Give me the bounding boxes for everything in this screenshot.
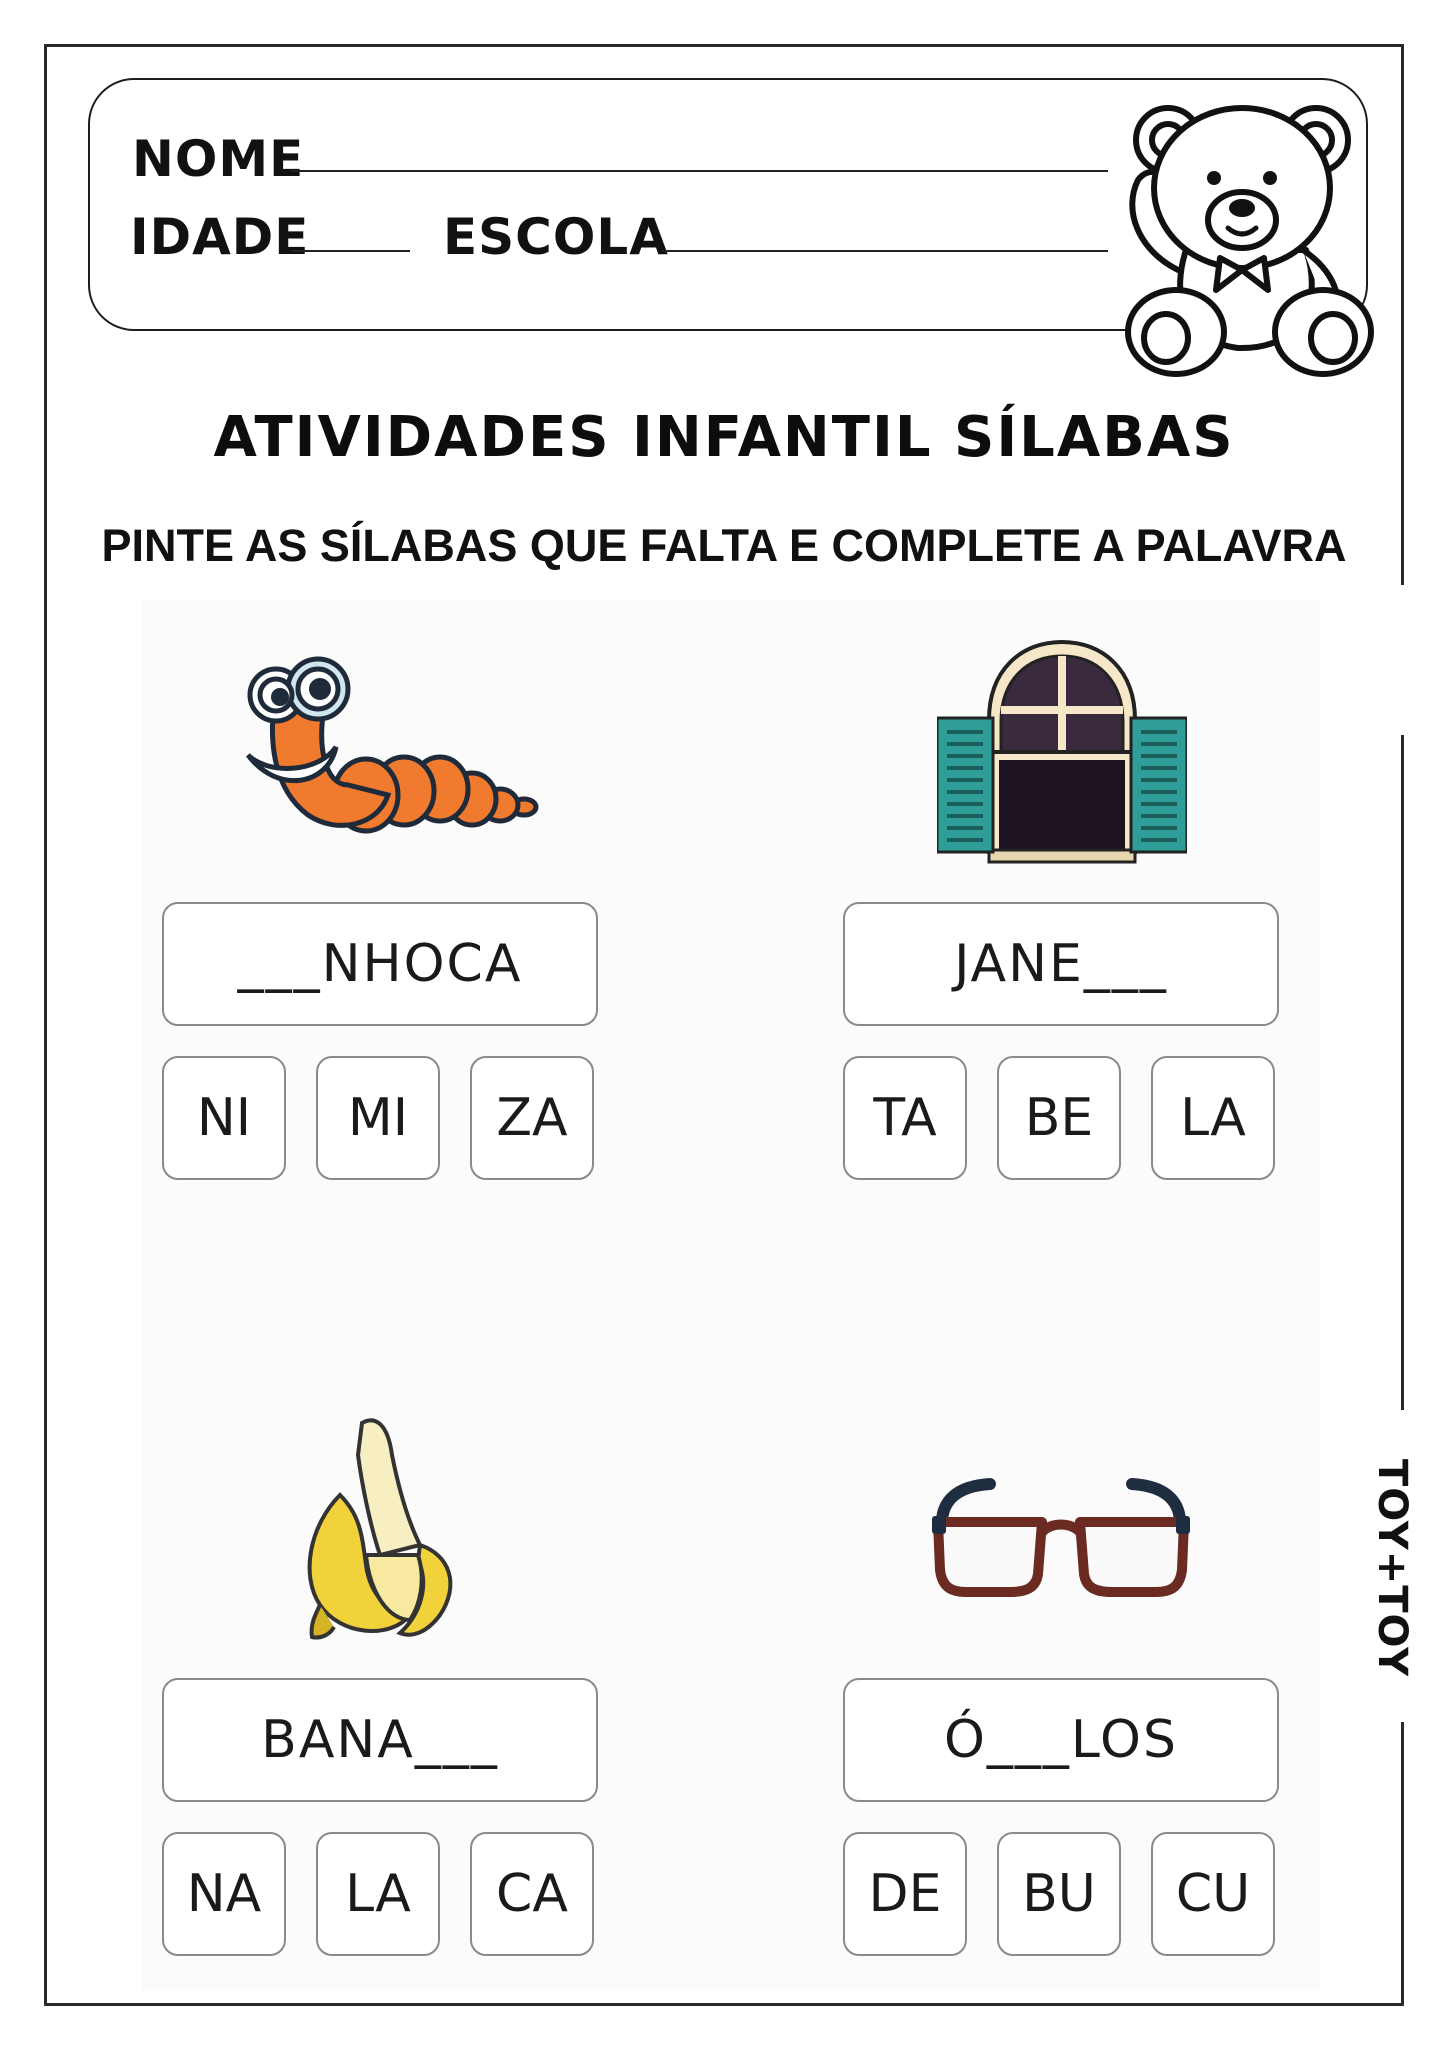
syllable-option-2-2[interactable]: BE <box>997 1056 1121 1180</box>
frame-gap <box>1398 585 1410 735</box>
brand-mark <box>1369 1438 1416 1698</box>
word-box-4[interactable]: Ó___LOS <box>843 1678 1279 1802</box>
age-line[interactable] <box>292 250 410 252</box>
word-box-3[interactable]: BANA___ <box>162 1678 598 1802</box>
syllable-option-4-1[interactable]: DE <box>843 1832 967 1956</box>
school-line[interactable] <box>662 250 1108 252</box>
name-label: NOME <box>132 130 305 188</box>
word-box-2[interactable]: JANE___ <box>843 902 1279 1026</box>
syllable-option-2-3[interactable]: LA <box>1151 1056 1275 1180</box>
syllable-option-3-2[interactable]: LA <box>316 1832 440 1956</box>
brand-text: TOY+TOY <box>1369 1458 1416 1678</box>
syllable-option-4-2[interactable]: BU <box>997 1832 1121 1956</box>
syllable-option-3-1[interactable]: NA <box>162 1832 286 1956</box>
teddy-bear-icon <box>1118 100 1380 382</box>
syllable-option-3-3[interactable]: CA <box>470 1832 594 1956</box>
syllable-option-2-1[interactable]: TA <box>843 1056 967 1180</box>
syllable-option-4-3[interactable]: CU <box>1151 1832 1275 1956</box>
window-illustration-icon <box>937 640 1187 866</box>
banana-illustration-icon <box>300 1415 460 1645</box>
glasses-illustration-icon <box>930 1470 1192 1600</box>
syllable-option-1-1[interactable]: NI <box>162 1056 286 1180</box>
name-line[interactable] <box>290 170 1108 172</box>
school-label: ESCOLA <box>443 208 669 266</box>
word-box-1[interactable]: ___NHOCA <box>162 902 598 1026</box>
syllable-option-1-3[interactable]: ZA <box>470 1056 594 1180</box>
page-title: ATIVIDADES INFANTIL SÍLABAS <box>213 405 1235 470</box>
syllable-option-1-2[interactable]: MI <box>316 1056 440 1180</box>
instructions: PINTE AS SÍLABAS QUE FALTA E COMPLETE A PALAVRA <box>101 520 1347 571</box>
age-label: IDADE <box>130 208 310 266</box>
worm-illustration-icon <box>228 655 540 855</box>
